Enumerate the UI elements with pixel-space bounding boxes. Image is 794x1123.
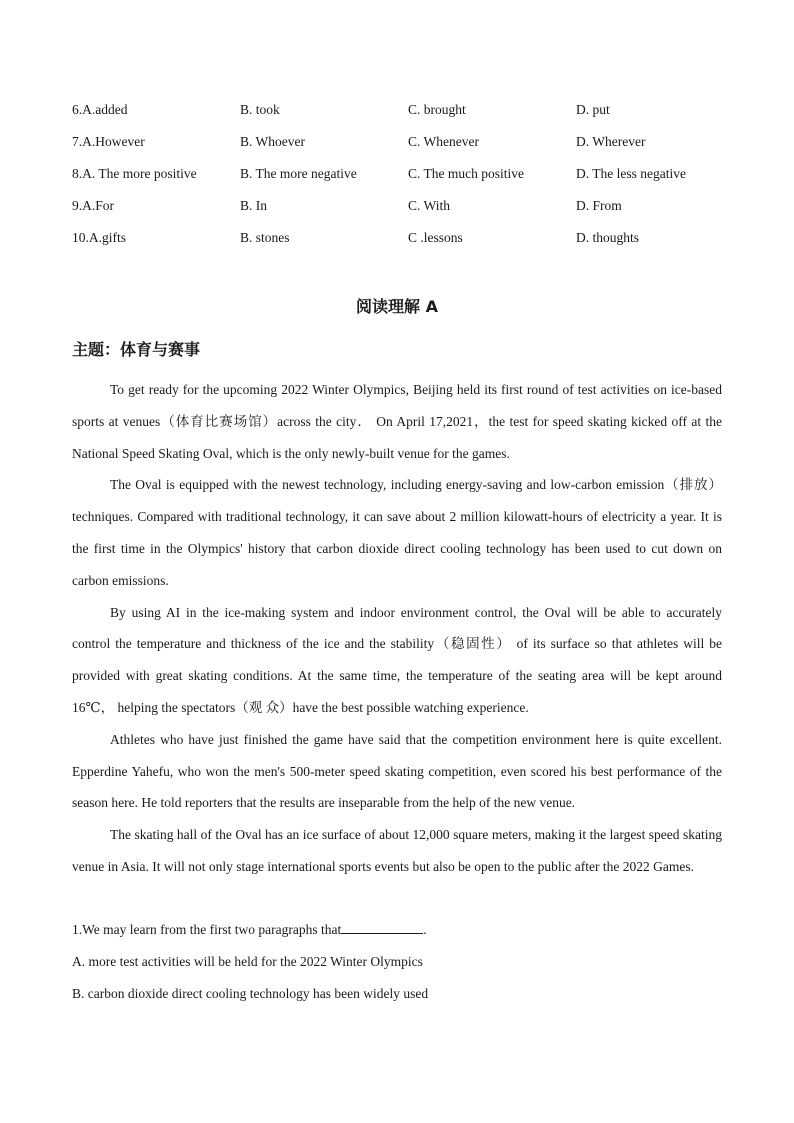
- reading-passage: [72, 374, 722, 883]
- answer-option-b: B. carbon dioxide direct cooling technology has been widely used: [72, 985, 429, 1001]
- question-block: [72, 914, 722, 1009]
- option-a: 10.A.gifts: [72, 230, 126, 245]
- question-stem: [72, 914, 722, 946]
- option-b: B. In: [240, 198, 267, 213]
- option-c: C .lessons: [408, 230, 463, 245]
- passage-paragraph-4: Athletes who have just finished the game have said that the competition environment here is quite excellent. Epperdine Yahefu, who won the men's 500-meter speed skating competition, even scored his best performance of the season here. He told reporters that the results are inseparable from the help of the new venue.: [72, 731, 722, 811]
- option-c: C. The much positive: [408, 166, 524, 181]
- option-row-6: [72, 100, 732, 132]
- option-a: 6.A.added: [72, 102, 128, 117]
- option-c: C. brought: [408, 102, 466, 117]
- answer-blank: [341, 919, 423, 934]
- cloze-options-table: [72, 100, 732, 260]
- option-b: B. stones: [240, 230, 290, 245]
- option-c: C. With: [408, 198, 450, 213]
- option-a: 9.A.For: [72, 198, 115, 213]
- topic-heading: 主题：体育与赛事: [72, 340, 201, 359]
- option-b: B. The more negative: [240, 166, 357, 181]
- option-b: B. Whoever: [240, 134, 305, 149]
- passage-paragraph-3: By using AI in the ice-making system and indoor environment control, the Oval will be able to accurately control the temperature and thickness of the ice and the stability（稳固性） of its surface so that athletes will be provided with great skating conditions. At the same time, the temperature of the seating area will be kept around 16℃， helping the spectators（观 众）have the best possible watching experience.: [72, 604, 722, 715]
- option-row-7: [72, 132, 732, 164]
- option-d: D. The less negative: [576, 166, 686, 181]
- option-row-8: [72, 164, 732, 196]
- passage-paragraph-1: To get ready for the upcoming 2022 Winter Olympics, Beijing held its first round of test activities on ice-based sports at venues（体育比赛场馆）across the city． On April 17,2021，the test for speed skating kicked off at the National Speed Skating Oval, which is the only newly-built venue for the games.: [72, 382, 722, 461]
- option-d: D. put: [576, 102, 610, 117]
- option-a: 8.A. The more positive: [72, 166, 197, 181]
- option-row-9: [72, 196, 732, 228]
- passage-paragraph-2: The Oval is equipped with the newest technology, including energy-saving and low-carbon emission（排放）techniques. Compared with traditional technology, it can save about 2 million kilowatt-hours of electricity a year. It is the first time in the Olympics' history that carbon dioxide direct cooling technology has been used to cut down on carbon emissions.: [72, 477, 722, 588]
- option-row-10: [72, 228, 732, 260]
- option-d: D. From: [576, 198, 622, 213]
- section-title: 阅读理解 A: [356, 297, 438, 316]
- option-d: D. thoughts: [576, 230, 640, 245]
- option-b: B. took: [240, 102, 280, 117]
- answer-option-a: A. more test activities will be held for the 2022 Winter Olympics: [72, 953, 423, 969]
- option-a: 7.A.However: [72, 134, 145, 149]
- passage-paragraph-5: The skating hall of the Oval has an ice surface of about 12,000 square meters, making it the largest speed skating venue in Asia. It will not only stage international sports events but also be open to the public after the 2022 Games.: [72, 827, 722, 874]
- option-c: C. Whenever: [408, 134, 479, 149]
- option-d: D. Wherever: [576, 134, 646, 149]
- question-stem-text: 1.We may learn from the first two paragraphs that: [72, 922, 342, 937]
- question-stem-end: .: [423, 922, 427, 937]
